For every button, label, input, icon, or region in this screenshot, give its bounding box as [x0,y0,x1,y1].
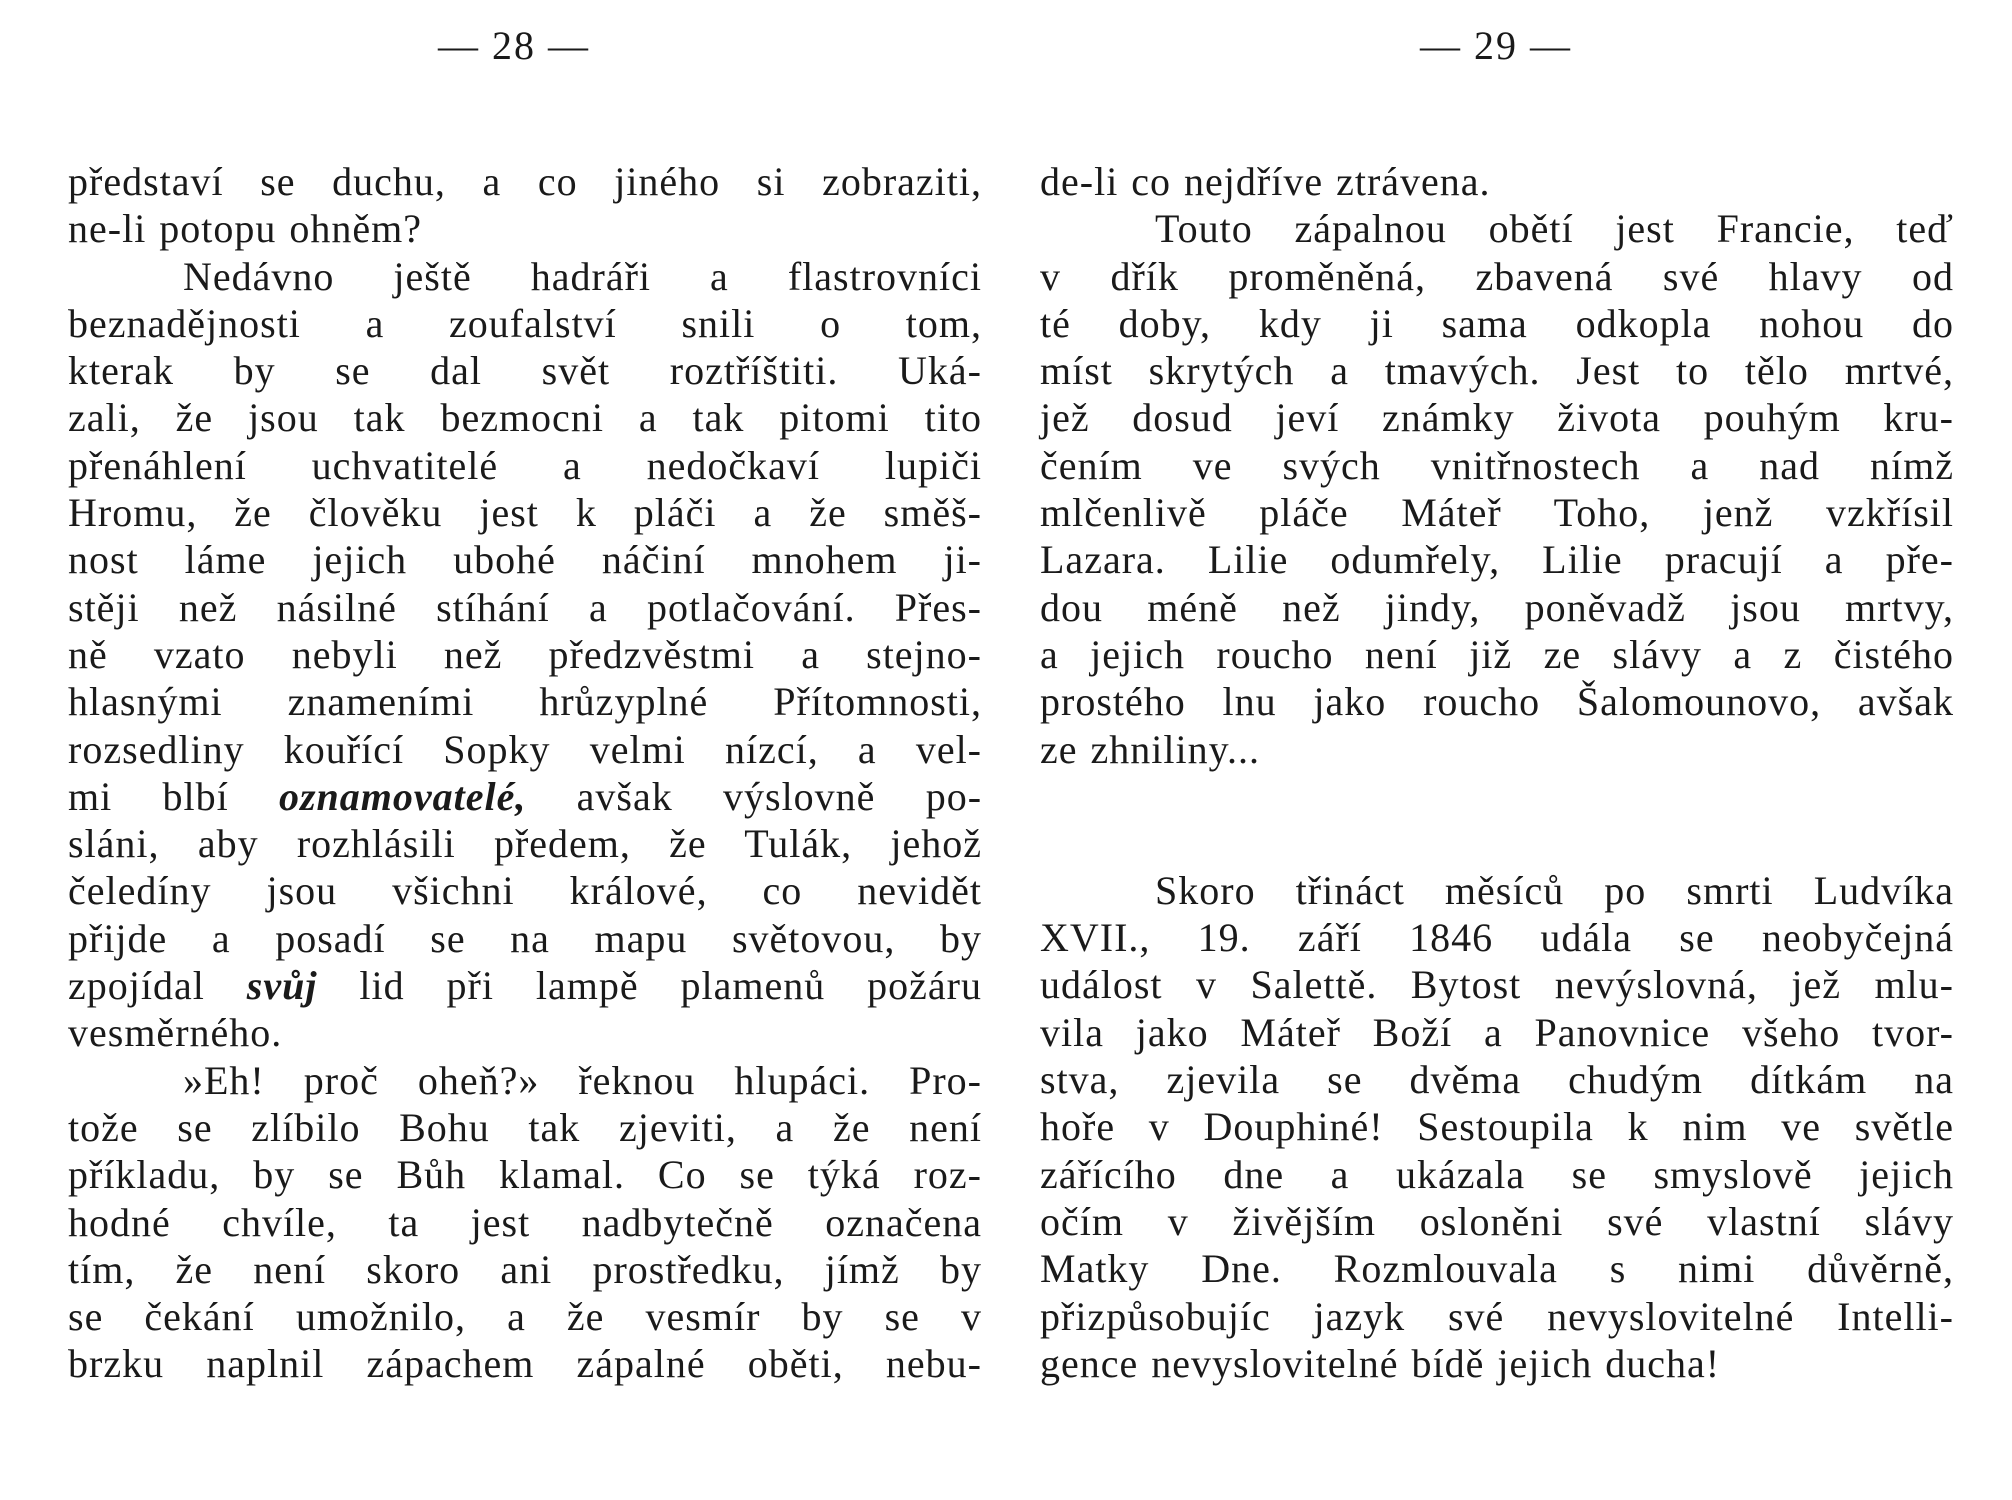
text-line: příkladu, by se Bůh klamal. Co se týká roz- [68,1152,982,1198]
text-line: zali, že jsou tak bezmocni a tak pitomi tito [68,395,982,441]
text-line: XVII., 19. září 1846 udála se neobyčejná [1040,915,1954,961]
text-line: a jejich roucho není již ze slávy a z čistého [1040,631,1954,677]
text-line: se čekání umožnilo, a že vesmír by se v [68,1294,982,1340]
text-line: ze zhniliny... [1040,726,1261,772]
left-page-text [68,158,982,1388]
text-line: hodné chvíle, ta jest nadbytečně označena [68,1199,982,1245]
text-line: míst skrytých a tmavých. Jest to tělo mrtvé, [1040,348,1954,394]
text-line: tím, že není skoro ani prostředku, jímž by [68,1246,982,1292]
text-line: přenáhlení uchvatitelé a nedočkaví lupiči [68,442,982,488]
text-segment: avšak výslovně po- [526,773,983,819]
text-line: kterak by se dal svět roztříštiti. Uká- [68,348,982,394]
text-line: sláni, aby rozhlásili předem, že Tulák, jehož [68,821,982,867]
text-line: »Eh! proč oheň?» řeknou hlupáci. Pro- [183,1057,982,1103]
text-line: té doby, kdy ji sama odkopla nohou do [1040,300,1954,346]
text-line: událost v Salettě. Bytost nevýslovná, jež mlu- [1040,962,1954,1008]
text-line: mlčenlivě pláče Máteř Toho, jenž vzkřísil [1040,490,1954,536]
text-line: Touto zápalnou obětí jest Francie, teď [1155,206,1954,252]
text-line: tože se zlíbilo Bohu tak zjeviti, a že není [68,1104,982,1150]
emphasized-word: svůj [246,963,318,1009]
section-gap [1040,773,1954,867]
text-line: hlasnými znameními hrůzyplné Přítomnosti, [68,679,982,725]
text-line: ně vzato nebyli než předzvěstmi a stejno- [68,631,982,677]
text-line: čeledíny jsou všichni králové, co nevidět [68,868,982,914]
text-line-emphasis [68,962,982,1009]
text-line: zářícího dne a ukázala se smyslově jejich [1040,1151,1954,1197]
text-segment: mi blbí [68,773,279,819]
text-line: stva, zjevila se dvěma chudým dítkám na [1040,1057,1954,1103]
text-line: vesměrného. [68,1010,283,1056]
right-page-text [1040,158,1954,1387]
text-line: Skoro třináct měsíců po smrti Ludvíka [1155,867,1954,913]
text-line: představí se duchu, a co jiného si zobraziti, [68,159,982,204]
text-line-emphasis [68,773,982,820]
text-line: čením ve svých vnitřnostech a nad nímž [1040,442,1954,488]
text-line: de-li co nejdříve ztrávena. [1040,159,1491,204]
text-line: Matky Dne. Rozmlouvala s nimi důvěrně, [1040,1246,1954,1292]
text-line: beznadějnosti a zoufalství snili o tom, [68,300,982,346]
text-line: rozsedliny kouřící Sopky velmi nízcí, a vel- [68,726,982,772]
page-number-right: — 29 — [1420,23,1572,68]
text-line: dou méně než jindy, poněvadž jsou mrtvy, [1040,584,1954,630]
text-line: nost láme jejich ubohé náčiní mnohem ji- [68,537,982,583]
text-line: přijde a posadí se na mapu světovou, by [68,915,982,961]
text-line: ne-li potopu ohněm? [68,206,423,252]
text-line: stěji než násilné stíhání a potlačování. Přes- [68,584,982,630]
text-line: brzku naplnil zápachem zápalné oběti, nebu- [68,1341,982,1387]
text-line: Hromu, že člověku jest k pláči a že směš- [68,490,982,536]
text-line: očím v živějším osloněni své vlastní slávy [1040,1198,1954,1244]
text-line: vila jako Máteř Boží a Panovnice všeho tvor- [1040,1009,1954,1055]
text-line: v dřík proměněná, zbavená své hlavy od [1040,253,1954,299]
page-number-left: — 28 — [438,23,590,68]
text-line: jež dosud jeví známky života pouhým kru- [1040,395,1954,441]
text-line: Lazara. Lilie odumřely, Lilie pracují a pře- [1040,537,1954,583]
text-line: přizpůsobujíc jazyk své nevyslovitelné Intelli- [1040,1293,1954,1339]
text-segment: lid při lampě plamenů požáru [317,963,982,1009]
text-segment: zpojídal [68,963,247,1009]
text-line: gence nevyslovitelné bídě jejich ducha! [1040,1340,1721,1386]
text-line: Nedávno ještě hadráři a flastrovníci [183,253,982,299]
text-line: hoře v Douphiné! Sestoupila k nim ve světle [1040,1104,1954,1150]
text-line: prostého lnu jako roucho Šalomounovo, avšak [1040,679,1954,725]
emphasized-word: oznamovatelé, [278,773,527,819]
